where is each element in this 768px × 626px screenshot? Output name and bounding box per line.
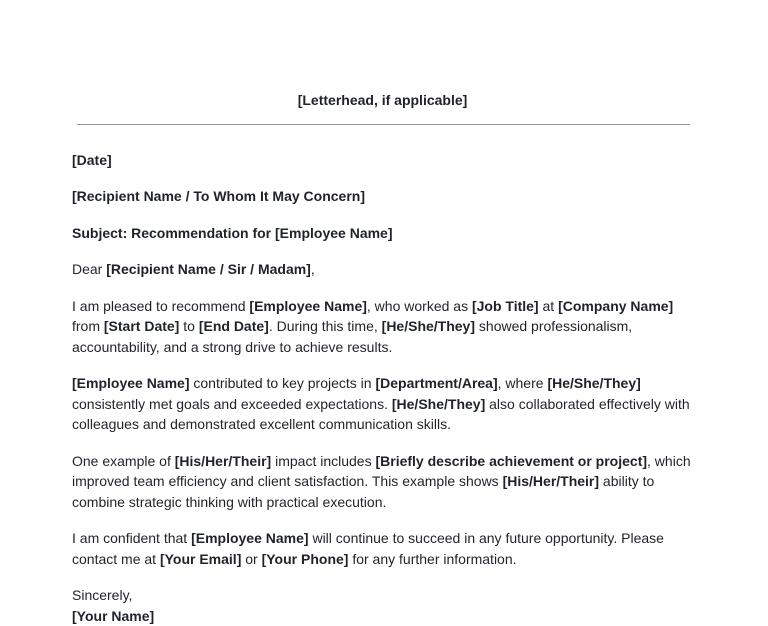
body-paragraph-2: [Employee Name] contributed to key projects in [Department/Area], where [He/She/They] consistently met goals and exceeded expectations. [He/She/They] also collaborated effectively with colleagues and demonstrated excellent communication skills. [72, 373, 693, 435]
body-paragraph-4: I am confident that [Employee Name] will continue to succeed in any future opportunity. Please contact me at [Your Email] or [Your Phone] for any further information. [72, 528, 693, 569]
letterhead-placeholder: [Letterhead, if applicable] [72, 90, 693, 111]
signature-block [72, 585, 693, 626]
salutation-line: Dear [Recipient Name / Sir / Madam], [72, 259, 693, 280]
body-paragraph-3: One example of [His/Her/Their] impact includes [Briefly describe achievement or project], which improved team efficiency and client satisfaction. This example shows [His/Her/Their] ability to combine strategic thinking with practical execution. [72, 451, 693, 513]
letterhead-divider [77, 124, 690, 125]
signature-name: [Your Name] [72, 606, 693, 626]
subject-line: Subject: Recommendation for [Employee Name] [72, 223, 693, 244]
recipient-line: [Recipient Name / To Whom It May Concern] [72, 186, 693, 207]
body-paragraph-1: I am pleased to recommend [Employee Name], who worked as [Job Title] at [Company Name] from [Start Date] to [End Date]. During this time, [He/She/They] showed professionalism, accountability, and a strong drive to achieve results. [72, 296, 693, 358]
date-line: [Date] [72, 150, 693, 171]
closing-line: Sincerely, [72, 585, 693, 606]
